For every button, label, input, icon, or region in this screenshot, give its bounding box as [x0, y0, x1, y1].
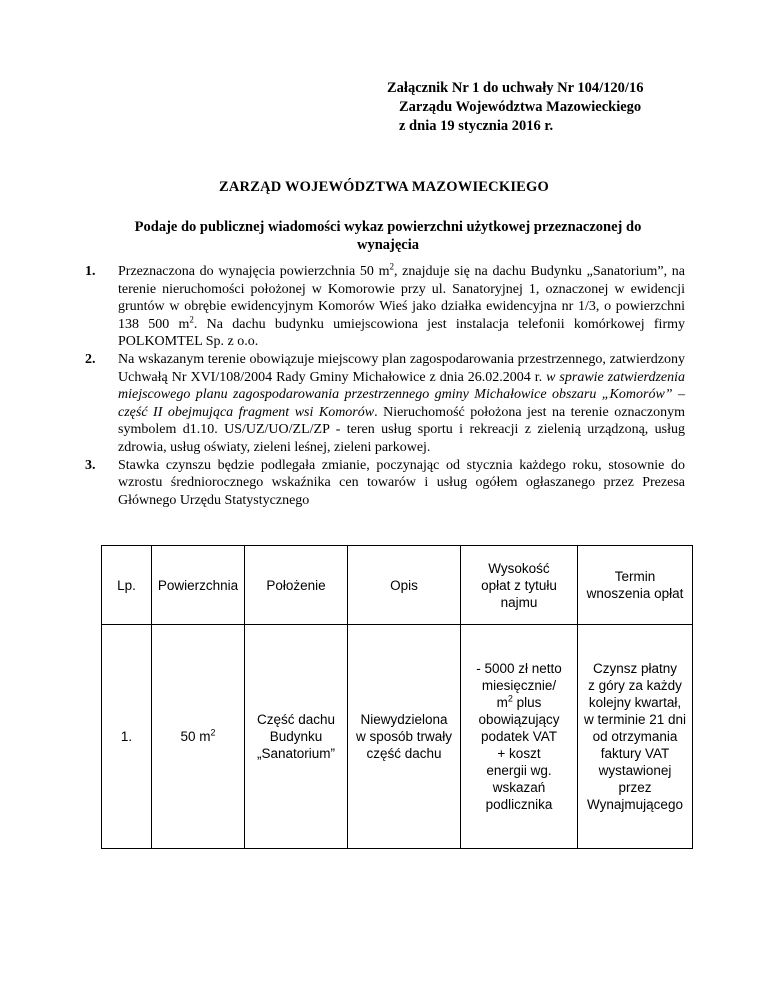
description-line: Niewydzielona [360, 712, 448, 727]
term-line: w terminie 21 dni [583, 712, 687, 727]
notice-title [118, 218, 658, 254]
list-item-1 [85, 263, 685, 351]
list-item-text [118, 351, 685, 457]
description-line: część dachu [366, 746, 442, 761]
term-line: Czynsz płatny [592, 661, 678, 676]
cell-lp: 1. [102, 625, 152, 849]
cell-description [348, 625, 461, 849]
text-segment: Na wskazanym terenie obowiązuje miejscowy plan zagospodarowania przestrzennego, zatwierdzony Uchwałą Nr XVI/108/2004 Rady Gminy Michałowice z dnia 26.02.2004 r. [118, 351, 685, 385]
header-fee-line: najmu [500, 594, 538, 610]
superscript: 2 [389, 261, 394, 272]
term-line: z góry za każdy [588, 678, 682, 693]
fee-line: podatek VAT [480, 729, 558, 744]
list-item-number: 1. [85, 264, 96, 279]
header-location: Położenie [245, 546, 348, 625]
header-fee [461, 546, 578, 625]
attachment-line-3: z dnia 19 stycznia 2016 r. [399, 118, 554, 134]
list-item-3 [85, 457, 685, 510]
cell-location [245, 625, 348, 849]
table-header-row [102, 546, 693, 625]
list-item-2 [85, 351, 685, 457]
fee-line [463, 694, 575, 711]
fee-line: wskazań [492, 780, 546, 795]
numbered-list [85, 263, 685, 509]
description-line: w sposób trwały [355, 729, 453, 744]
text-segment: , znajduje się na dachu Budynku „Sanatorium”, na terenie nieruchomości położonej w Komorowie przy ul. Sanatoryjnej 1, oznaczonej w ewidencji gruntów w obrębie ewidencyjnym Komorów Wieś jako działka ewidencyjna nr 1/3, o powierzchni 138 500 m [118, 264, 685, 332]
list-item-number: 2. [85, 351, 96, 367]
notice-title-line-2: wynajęcia [356, 237, 419, 253]
italic-text-segment: w sprawie zatwierdzenia miejscowego planu zagospodarowania przestrzennego gminy Michałowice obszaru „Komorów” – część II obejmująca fragment wsi Komorów [118, 369, 686, 420]
superscript: 2 [210, 727, 216, 738]
fee-line: podlicznika [485, 797, 553, 812]
term-line: od otrzymania [592, 729, 678, 744]
location-line: Budynku [269, 729, 323, 744]
location-line: „Sanatorium” [256, 746, 336, 761]
term-line: Wynajmującego [587, 797, 683, 812]
fee-line: - 5000 zł netto [476, 661, 562, 676]
term-line: kolejny kwartał, [588, 695, 682, 710]
header-fee-line: Wysokość [488, 560, 550, 576]
area-value: 50 m [180, 729, 211, 744]
fee-line: energii wg. [486, 763, 552, 778]
cell-area [152, 625, 245, 849]
header-term-line: Termin [614, 569, 656, 584]
text-segment: . Nieruchomość położona jest na terenie oznaczonym symbolem d1.10. US/UZ/UO/ZL/ZP - teren usług sportu i rekreacji z zielenią urządzoną, usług zdrowia, usług oświaty, zieleni leśnej, zieleni parkowej. [118, 404, 685, 455]
text-segment: . Na dachu budynku umiejscowiona jest instalacja telefonii komórkowej firmy POLKOMTEL Sp. z o.o. [118, 316, 686, 350]
organization-title: ZARZĄD WOJEWÓDZTWA MAZOWIECKIEGO [218, 179, 550, 195]
offer-table [101, 545, 693, 849]
header-term [578, 546, 693, 625]
header-lp: Lp. [102, 546, 152, 625]
list-item-number: 3. [85, 457, 96, 473]
fee-line: obowiązujący [478, 712, 560, 727]
text-segment: Przeznaczona do wynajęcia powierzchnia 50 m [118, 264, 390, 279]
list-item-text: Stawka czynszu będzie podlegała zmianie, poczynając od stycznia każdego roku, stosownie do wzrostu średniorocznego wskaźnika cen towarów i usług ogółem ogłaszanego przez Prezesa Głównego Urzędu Statystycznego [118, 457, 685, 508]
superscript: 2 [189, 314, 194, 325]
fee-line: miesięcznie/ [481, 678, 557, 693]
superscript: 2 [507, 693, 513, 704]
attachment-line-2: Zarządu Województwa Mazowieckiego [399, 99, 642, 115]
header-term-line: wnoszenia opłat [586, 586, 684, 601]
list-item-text [118, 263, 685, 351]
header-description: Opis [348, 546, 461, 625]
fee-line: + koszt [497, 746, 541, 761]
attachment-header [387, 79, 643, 136]
term-line: wystawionej [598, 763, 672, 778]
header-area: Powierzchnia [152, 546, 245, 625]
attachment-line-1: Załącznik Nr 1 do uchwały Nr 104/120/16 [387, 80, 644, 96]
table-row [102, 625, 693, 849]
notice-title-line-1: Podaje do publicznej wiadomości wykaz powierzchni użytkowej przeznaczonej do [134, 219, 642, 235]
cell-fee [461, 625, 578, 849]
header-fee-line: opłat z tytułu [481, 577, 557, 593]
fee-plus: plus [512, 695, 542, 710]
location-line: Część dachu [256, 712, 336, 727]
fee-unit: m [496, 695, 508, 710]
term-line: przez [618, 780, 652, 795]
cell-term [578, 625, 693, 849]
term-line: faktury VAT [600, 746, 670, 761]
